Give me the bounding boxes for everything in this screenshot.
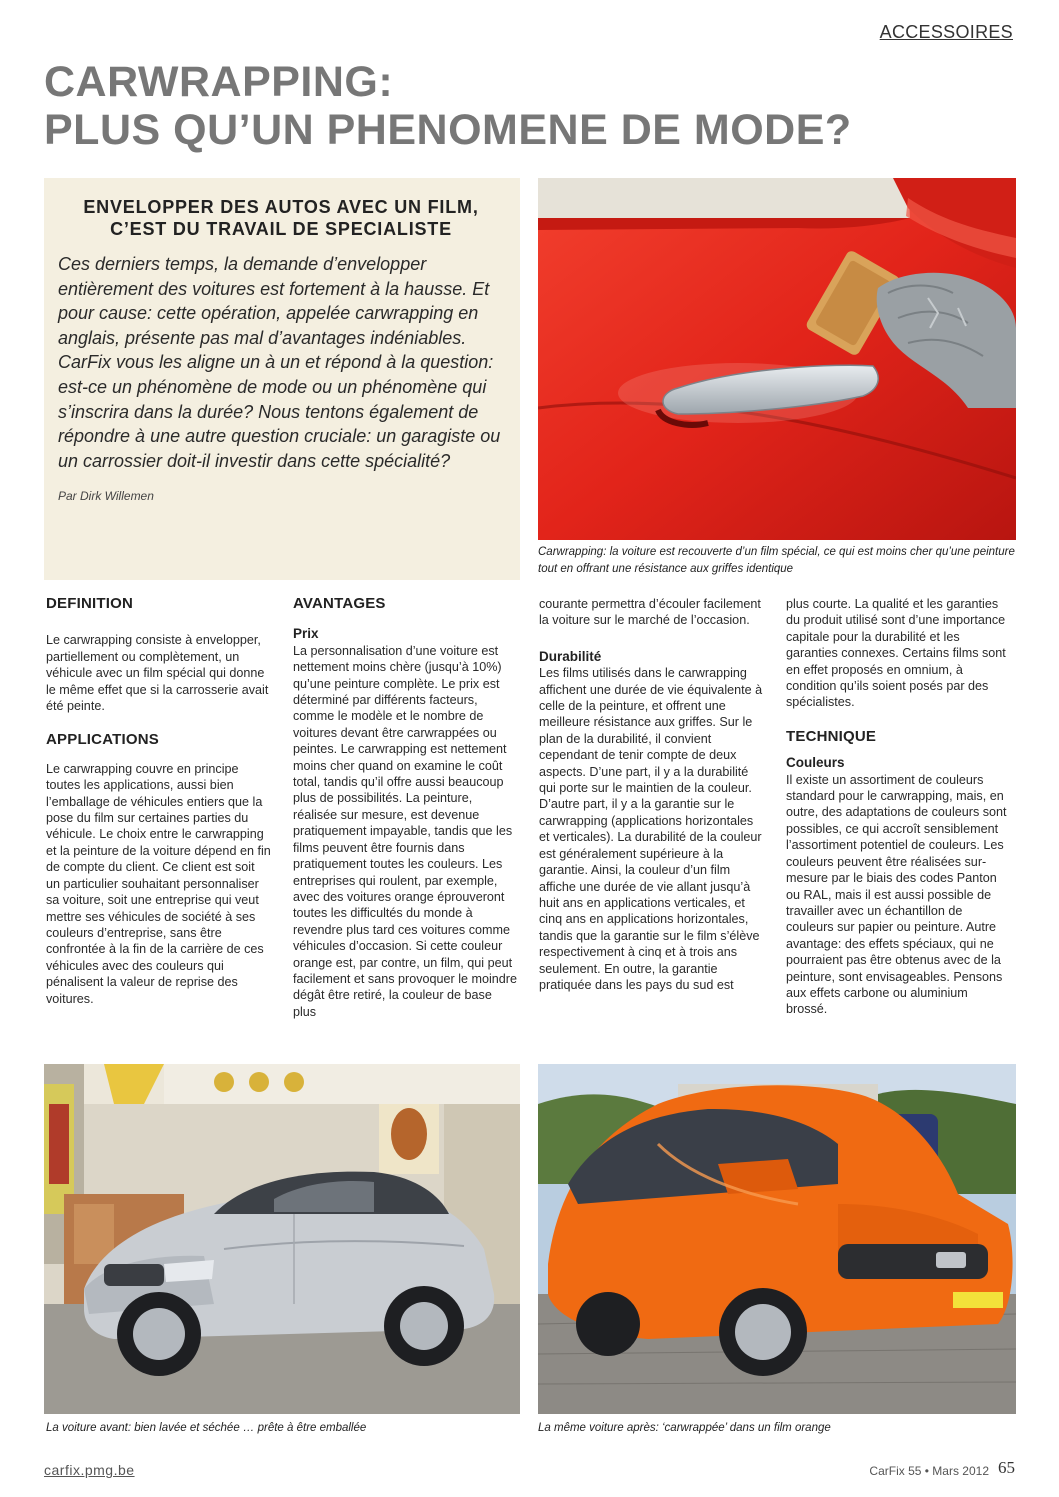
caption-bottom-left: La voiture avant: bien lavée et séchée … prête à être emballée (46, 1422, 367, 1434)
text-couleurs: Il existe un assortiment de couleurs standard pour le carwrapping, mais, en outre, des adaptations de couleurs sont possibles, ce qui accroît sensiblement l’assortiment potentiel de couleurs. Les couleurs peuvent être réalisées sur-mesure par le biais des codes Panton ou RAL, mais il est aussi possible de travailler avec un échantillon de couleurs sur papier ou peinture. Autre avantage: des effets spéciaux, qui ne pourraient pas être obtenus avec de la peinture, sont envisageables. Pensons aux effets carbone ou aluminium brossé. (786, 772, 1007, 1017)
column-2 (293, 592, 518, 1038)
intro-box (44, 178, 520, 580)
text-prix: La personnalisation d’une voiture est nettement moins chère (jusqu’à 10%) qu’une peinture complète. Le prix est déterminé par différents facteurs, comme le modèle et le nombre de voitures devant être carwrappées ou peintes. Le carwrapping est nettement moins cher quand on examine le coût total, tandis qu’il offre aussi beaucoup plus de possibilités. La peinture, réalisée sur mesure, est devenue pratiquement impayable, tandis que les films peuvent être fournis dans pratiquement toutes les couleurs. Les entreprises qui roulent, par exemple, avec des voitures orange éprouveront toutes les difficultés du monde à revendre plus tard ces voitures comme véhicules d’occasion. Si cette couleur orange est, par contre, un film, qui peut facilement et sans provoquer le moindre dégât être retiré, la couleur de base plus (293, 643, 518, 1019)
heading-applications: APPLICATIONS (46, 731, 159, 749)
heading-avantages: AVANTAGES (293, 595, 386, 612)
footer-url[interactable]: carfix.pmg.be (44, 1462, 135, 1478)
heading-prix: Prix (293, 626, 319, 642)
intro-heading-line-2: C’EST DU TRAVAIL DE SPECIALISTE (110, 219, 452, 239)
photo-red-door (538, 178, 1016, 540)
title-line-2: PLUS QU’UN PHENOMENE DE MODE? (44, 106, 852, 154)
text-definition: Le carwrapping consiste à envelopper, partiellement ou complètement, un véhicule avec un film spécial qui donne le même effet que si la carrosserie avait été peinte. (46, 633, 269, 714)
photo-orange-car (538, 1064, 1016, 1414)
intro-heading-line-1: ENVELOPPER DES AUTOS AVEC UN FILM, (83, 197, 479, 217)
caption-top: Carwrapping: la voiture est recouverte d’un film spécial, ce qui est moins cher qu’une peinture tout en offrant une résistance aux griffes identique (538, 546, 1015, 575)
intro-heading (58, 196, 504, 240)
column-1 (46, 592, 271, 1025)
column-3 (539, 596, 764, 1011)
text-durabilite: Les films utilisés dans le carwrapping affichent une durée de vie équivalente à celle de la peinture, et offrent une meilleure résistance aux griffes. Sur le plan de la durabilité, il convient cependant de tenir compte de deux aspects. D’une part, il y a la durabilité qui porte sur le maintien de la couleur. D’autre part, il y a la garantie sur le carwrapping (applications horizontales et verticales). La durabilité de la couleur est généralement supérieure à la garantie. Ainsi, la couleur d’un film affiche une durée de vie allant jusqu’à huit ans en applications verticales, et cinq ans en applications horizontales, tandis que la garantie sur le film s’élève respectivement à cinq et à trois ans seulement. En outre, la garantie pratiquée dans les pays du sud est (539, 666, 763, 992)
photo-orange-car-illustration (538, 1064, 1016, 1414)
heading-couleurs: Couleurs (786, 755, 845, 771)
heading-definition: DEFINITION (46, 595, 133, 612)
caption-bottom-right: La même voiture après: ‘carwrappée’ dans un film orange (538, 1422, 831, 1434)
footer-publication: CarFix 55 • Mars 2012 (869, 1464, 989, 1478)
heading-technique: TECHNIQUE (786, 727, 877, 745)
column-4 (786, 596, 1011, 1036)
text-col4-continued: plus courte. La qualité et les garanties du produit utilisé sont d’une importance capitale pour la durabilité et les garanties connexes. Certains films sont en effet proposés en omnium, à condition qu’ils soient posés par des spécialistes. (786, 597, 1006, 710)
section-tag: ACCESSOIRES (879, 22, 1013, 42)
text-col3-continued: courante permettra d’écouler facilement la voiture sur le marché de l’occasion. (539, 597, 761, 628)
photo-silver-car-illustration (44, 1064, 520, 1414)
photo-silver-car (44, 1064, 520, 1414)
byline: Par Dirk Willemen (58, 489, 154, 504)
heading-durabilite: Durabilité (539, 648, 602, 664)
title-line-1: CARWRAPPING: (44, 58, 394, 106)
intro-text: Ces derniers temps, la demande d’envelopper entièrement des voitures est fortement à la hausse. Et pour cause: cette opération, appelée carwrapping en anglais, présente pas mal d’avantages indéniables. CarFix vous les aligne un à un et répond à la question: est-ce un phénomène de mode ou un phénomène qui s’inscrira dans la durée? Nous tentons également de répondre à une autre question cruciale: un garagiste ou un carrossier doit-il investir dans cette spécialité? (58, 254, 501, 471)
photo-red-door-illustration (538, 178, 1016, 540)
page-number: 65 (998, 1458, 1015, 1477)
page-title (44, 58, 1034, 154)
text-applications: Le carwrapping couvre en principe toutes les applications, aussi bien l’emballage de véhicules entiers que la pose du film sur certaines parties du véhicule. Le choix entre le carwrapping et la peinture de la voiture dépend en fin de compte du client. Ce client est soit un particulier souhaitant personnaliser sa voiture, soit une entreprise qui veut mettre ses véhicules de société à ses couleurs d’entreprise, sans être confrontée à la fin de la carrière de ces véhicules avec des couleurs qui pénalisent la valeur de reprise des voitures. (46, 761, 271, 1006)
